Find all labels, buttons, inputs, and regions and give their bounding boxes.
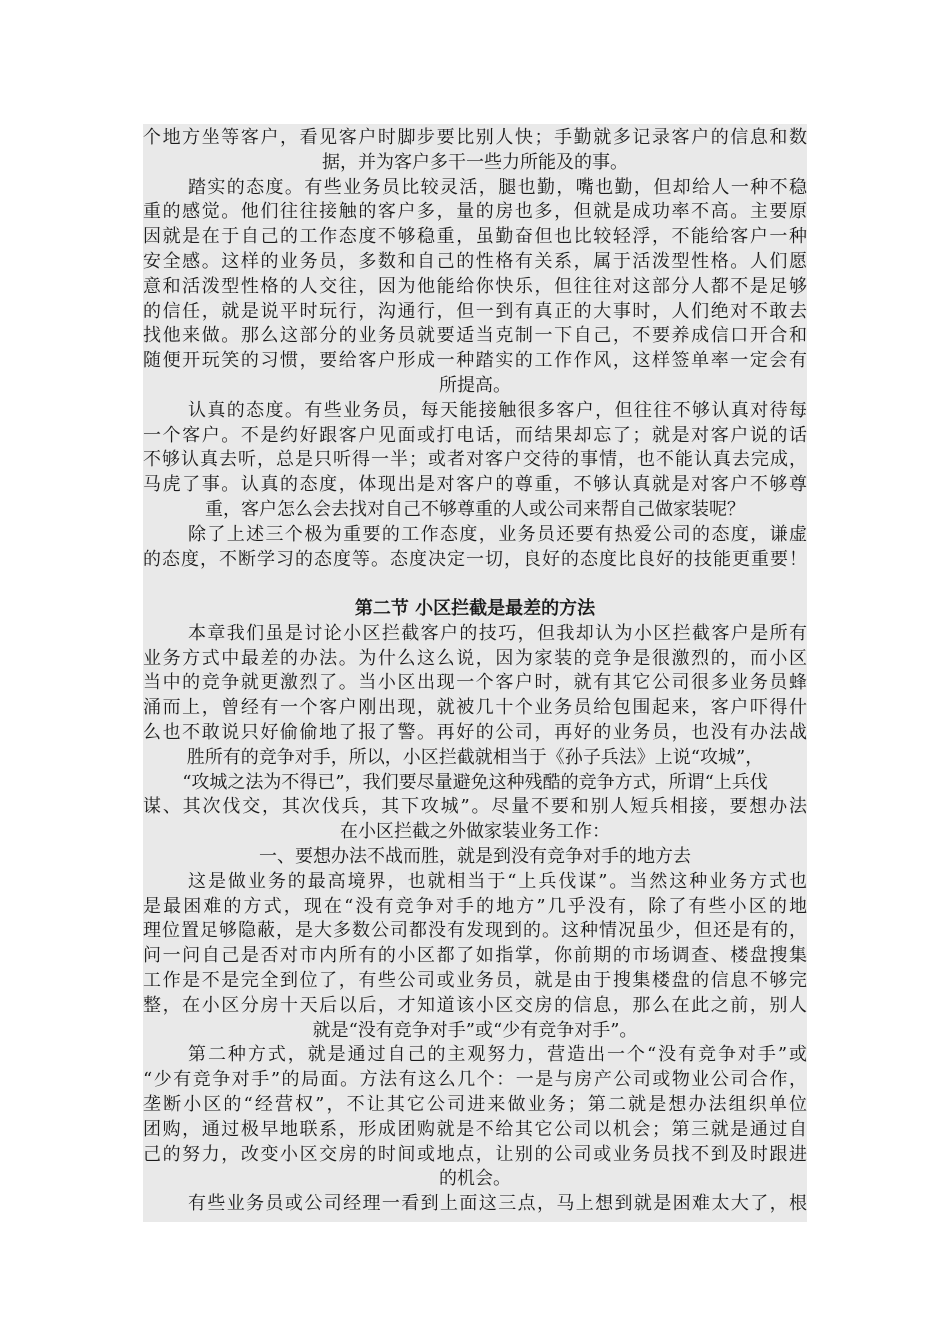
text-line: 这是做业务的最高境界，也就相当于“上兵伐谋”。当然这种业务方式也 bbox=[188, 870, 807, 892]
text-line: 理位置足够隐蔽，是大多数公司都没有发现到的。这种情况虽少，但还是有的， bbox=[143, 920, 807, 942]
text-line: 就是“没有竞争对手”或“少有竞争对手”。 bbox=[312, 1019, 638, 1041]
text-line: 重，客户怎么会去找对自己不够尊重的人或公司来帮自己做家装呢？ bbox=[205, 499, 745, 520]
text-line: 的信任，就是说平时玩行，沟通行，但一到有真正的大事时，人们绝对不敢去 bbox=[143, 300, 807, 322]
text-line: 意和活泼型性格的人交往，因为他能给你快乐，但往往对这部分人都不是足够 bbox=[143, 275, 807, 297]
text-line: 因就是在于自己的工作态度不够稳重，虽勤奋但也比较轻浮，不能给客户一种 bbox=[143, 226, 807, 248]
text-line: 随便开玩笑的习惯，要给客户形成一种踏实的工作作风，这样签单率一定会有 bbox=[143, 350, 807, 372]
text-line: 一个客户。不是约好跟客户见面或打电话，而结果却忘了；就是对客户说的话 bbox=[143, 424, 807, 446]
text-line: 问一问自己是否对市内所有的小区都了如指掌，你前期的市场调查、楼盘搜集 bbox=[143, 945, 807, 967]
text-line: 马虎了事。认真的态度，体现出是对客户的尊重，不够认真就是对客户不够尊 bbox=[143, 474, 807, 496]
text-line: 重的感觉。他们往往接触的客户多，量的房也多，但就是成功率不高。主要原 bbox=[143, 201, 807, 223]
text-line: 所提高。 bbox=[439, 375, 511, 396]
text-line: 的机会。 bbox=[439, 1168, 511, 1190]
text-line: 踏实的态度。有些业务员比较灵活，腿也勤，嘴也勤，但却给人一种不稳 bbox=[188, 176, 807, 198]
text-line: 工作是不是完全到位了，有些公司或业务员，就是由于搜集楼盘的信息不够完 bbox=[143, 970, 807, 991]
text-line: 团购，通过极早地联系，形成团购就是不给其它公司以机会；第三就是通过自 bbox=[143, 1118, 807, 1140]
text-line: “少有竞争对手”的局面。方法有这么几个：一是与房产公司或物业公司合作， bbox=[143, 1069, 807, 1091]
text-line: “攻城之法为不得已”，我们要尽量避免这种残酷的竞争方式，所谓“上兵伐 bbox=[182, 771, 768, 793]
text-line: 第二种方式，就是通过自己的主观努力，营造出一个“没有竞争对手”或 bbox=[188, 1044, 807, 1066]
text-line: 据，并为客户多干一些力所能及的事。 bbox=[322, 151, 628, 173]
text-line: 本章我们虽是讨论小区拦截客户的技巧，但我却认为小区拦截客户是所有 bbox=[188, 622, 807, 644]
text-line: 有些业务员或公司经理一看到上面这三点，马上想到就是困难太大了，根 bbox=[188, 1193, 807, 1215]
text-line: 是最困难的方式，现在“没有竞争对手的地方”几乎没有，除了有些小区的地 bbox=[143, 895, 807, 917]
text-line: 个地方坐等客户，看见客户时脚步要比别人快；手勤就多记录客户的信息和数 bbox=[143, 127, 807, 148]
text-line: 整，在小区分房十天后以后，才知道该小区交房的信息，那么在此之前，别人 bbox=[143, 994, 807, 1016]
text-line: 么也不敢说只好偷偷地了报了警。再好的公司，再好的业务员，也没有办法战 bbox=[143, 722, 807, 743]
text-line: 垄断小区的“经营权”，不让其它公司进来做业务；第二就是想办法组织单位 bbox=[143, 1094, 807, 1115]
text-line: 的态度，不断学习的态度等。态度决定一切，良好的态度比良好的技能更重要！ bbox=[143, 548, 807, 570]
text-line: 在小区拦截之外做家装业务工作： bbox=[340, 821, 610, 843]
text-line: 谋、其次伐交，其次伐兵，其下攻城”。尽量不要和别人短兵相接，要想办法 bbox=[143, 796, 807, 818]
text-line: 不够认真去听，总是只听得一半；或者对客户交待的事情，也不能认真去完成， bbox=[143, 449, 807, 471]
document-body bbox=[143, 124, 807, 1222]
text-line: 除了上述三个极为重要的工作态度，业务员还要有热爱公司的态度，谦虚 bbox=[188, 523, 807, 545]
text-line: 胜所有的竞争对手，所以，小区拦截就相当于《孙子兵法》上说“攻城”， bbox=[186, 746, 764, 768]
text-line: 找他来做。那么这部分的业务员就要适当克制一下自己，不要养成信口开合和 bbox=[143, 325, 807, 347]
text-line: 当中的竞争就更激烈了。当小区出现一个客户时，就有其它公司很多业务员蜂 bbox=[143, 672, 807, 694]
text-line: 认真的态度。有些业务员，每天能接触很多客户，但往往不够认真对待每 bbox=[188, 399, 807, 421]
text-line: 安全感。这样的业务员，多数和自己的性格有关系，属于活泼型性格。人们愿 bbox=[143, 251, 807, 272]
text-line: 己的努力，改变小区交房的时间或地点，让别的公司或业务员找不到及时跟进 bbox=[143, 1143, 807, 1165]
text-line: 涌而上，曾经有一个客户刚出现，就被几十个业务员给包围起来，客户吓得什 bbox=[143, 697, 807, 719]
subheading: 一、要想办法不战而胜，就是到没有竞争对手的地方去 bbox=[259, 846, 691, 867]
text-line: 业务方式中最差的办法。为什么这么说，因为家装的竞争是很激烈的，而小区 bbox=[143, 647, 807, 669]
section-heading: 第二节 小区拦截是最差的方法 bbox=[354, 598, 596, 619]
